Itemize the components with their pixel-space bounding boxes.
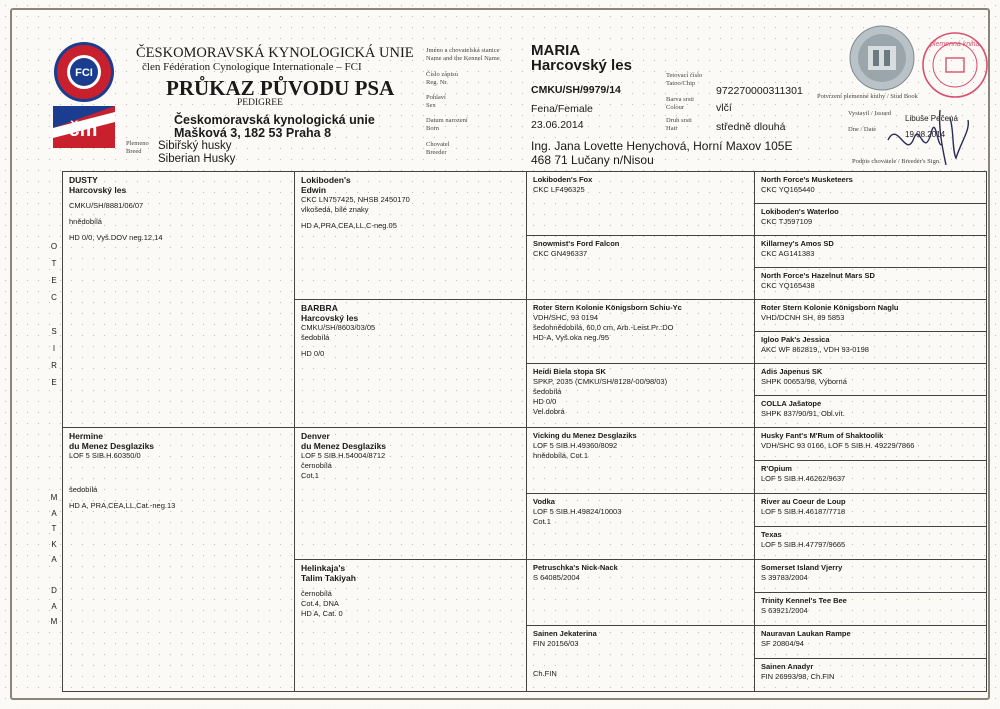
sire-cell: DUSTY Harcovský les CMKU/SH/8881/06/07 hnědobílá HD 0/0, Vyš.DOV neg.12,14 [63,172,295,428]
sire-dam-cell: BARBRA Harcovský les CMKU/SH/8603/03/05 šedobílá HD 0/0 [295,300,527,428]
hair-label: Druh srsti Hair [666,117,692,132]
org-name-bold: Českomoravská kynologická unie [174,113,375,127]
dog-born: 23.06.2014 [531,119,584,131]
dog-name: MARIA [531,42,581,59]
tattoo-label: Tetovací číslo Tatoo/Chip [666,72,703,87]
dam-cell: Hermine du Menez Desglaziks LOF 5 SIB.H.60350/0 šedobílá HD A, PRA,CEA,LL,Cat.-neg.13 [63,428,295,692]
g4-cell-4: North Force's Hazelnut Mars SD CKC YQ165438 [755,268,987,300]
dog-sex: Fena/Female [531,103,593,115]
breeder-sign-label: Podpis chovatele / Breeder's Sign. [852,158,941,165]
g4-cell-16: Sainen Anadyr FIN 26993/98, Ch.FIN [755,659,987,692]
doc-subtitle: PEDIGREE [237,98,283,108]
issued-by: Libuše Pečená [905,114,958,123]
doc-title: PRŮKAZ PŮVODU PSA [166,76,395,100]
g4-cell-12: Texas LOF 5 SIB.H.47797/9665 [755,527,987,560]
father-side-label: O T E C S I R E [50,242,58,387]
g4-cell-7: Adis Japenus SK SHPK 00653/98, Výborná [755,364,987,396]
svg-text:čm: čm [68,119,98,141]
reg-label: Číslo zápisu Reg. Nr. [426,71,458,86]
org-name: ČESKOMORAVSKÁ KYNOLOGICKÁ UNIE [136,45,414,61]
breeder-label: Chovatel Breeder [426,141,450,156]
signature-icon [880,100,980,170]
org-member: člen Fédération Cynologique Internationale – FCI [142,61,362,73]
sire-sire-cell: Lokiboden's Edwin CKC LN757425, NHSB 2450170 vlkošedá, bílé znaky HD A,PRA,CEA,LL,C-neg.05 [295,172,527,300]
mother-side-label: M A T K A D A M [50,493,58,626]
svg-text:FCI: FCI [75,67,93,79]
g4-cell-14: Trinity Kennel's Tee Bee S 63921/2004 [755,593,987,626]
sex-label: Pohlaví Sex [426,94,446,109]
breed-en: Siberian Husky [158,153,236,165]
ss-s-cell: Lokiboden's Fox CKC LF496325 [527,172,755,236]
born-label: Datum narození Born [426,117,468,132]
dam-dam-cell: Helinkaja's Talim Takiyah černobílá Cot.4, DNA HD A, Cat. 0 [295,560,527,692]
dog-reg-no: CMKU/SH/9979/14 [531,84,621,96]
sd-s-cell: Roter Stern Kolonie Königsborn Schiu-Yc VDH/SHC, 93 0194 šedohnědobílá, 60,0 cm, Arb.-Leist.Pr.:DO HD-A, Vyš.oka neg./95 [527,300,755,364]
g4-cell-8: COLLA Jašatope SHPK 837/90/91, Obl.vít. [755,396,987,428]
ss-d-cell: Snowmist's Ford Falcon CKC GN496337 [527,236,755,300]
stud-book-confirm: Potvrzení plemenné knihy / Stud Book [817,93,918,100]
fci-logo-icon [52,40,116,104]
dd-s-cell: Petruschka's Nick-Nack S 64085/2004 [527,560,755,626]
g4-cell-2: Lokiboden's Waterloo CKC TJ597109 [755,204,987,236]
dog-colour: vlčí [716,102,732,114]
hologram-seal-icon [848,24,916,92]
stamp-text: plemenná kniha [930,41,980,48]
ds-d-cell: Vodka LOF 5 SIB.H.49824/10003 Cot.1 [527,494,755,560]
g4-cell-3: Killarney's Amos SD CKC AG141383 [755,236,987,268]
g4-cell-10: R'Opium LOF 5 SIB.H.46262/9637 [755,461,987,494]
date-label: Dne / Date [848,126,877,133]
g4-cell-15: Nauravan Laukan Rampe SF 20804/94 [755,626,987,659]
cmku-logo-icon [53,106,115,148]
g4-cell-5: Roter Stern Kolonie Königsborn Naglu VHD/DCNH SH, 89 5853 [755,300,987,332]
org-address: Mašková 3, 182 53 Praha 8 [174,126,332,140]
g4-cell-6: Igloo Pak's Jessica AKC WF 862819,, VDH 93-0198 [755,332,987,364]
issued-label: Vystavil / Issued [848,110,891,117]
g4-cell-13: Somerset Island Vjerry S 39783/2004 [755,560,987,593]
dog-tattoo: 972270000311301 [716,85,803,97]
breeder-line1: Ing. Jana Lovette Henychová, Horní Maxov 105E [531,139,793,153]
ds-s-cell: Vicking du Menez Desglaziks LOF 5 SIB.H.49360/8092 hnědobílá, Cot.1 [527,428,755,494]
issue-date: 19.08.2014 [905,130,946,139]
breed-label: Plemeno Breed [126,140,149,155]
sd-d-cell: Heidi Biela stopa SK SPKP, 2035 (CMKU/SH/8128/-00/98/03) šedobílá HD 0/0 Vel.dobrá [527,364,755,428]
g4-cell-1: North Force's Musketeers CKC YQ165440 [755,172,987,204]
dog-kennel: Harcovský les [531,57,632,74]
dog-hair: středně dlouhá [716,121,786,133]
dd-d-cell: Sainen Jekaterina FIN 20156/03 Ch.FIN [527,626,755,692]
name-label: Jméno a chovatelská stanice Name and the Kennel Name [426,47,500,62]
pedigree-table [62,171,987,692]
breed-cz: Sibiřský husky [158,140,232,152]
dam-sire-cell: Denver du Menez Desglaziks LOF 5 SIB.H.54004/8712 černobílá Cot.1 [295,428,527,560]
breeder-line2: 468 71 Lučany n/Nisou [531,153,654,167]
g4-cell-9: Husky Fant's M'Rum of Shaktoolik VDH/SHC 93 0166, LOF 5 SIB.H. 49229/7866 [755,428,987,461]
colour-label: Barva srsti Colour [666,96,694,111]
g4-cell-11: River au Coeur de Loup LOF 5 SIB.H.46187/7718 [755,494,987,527]
